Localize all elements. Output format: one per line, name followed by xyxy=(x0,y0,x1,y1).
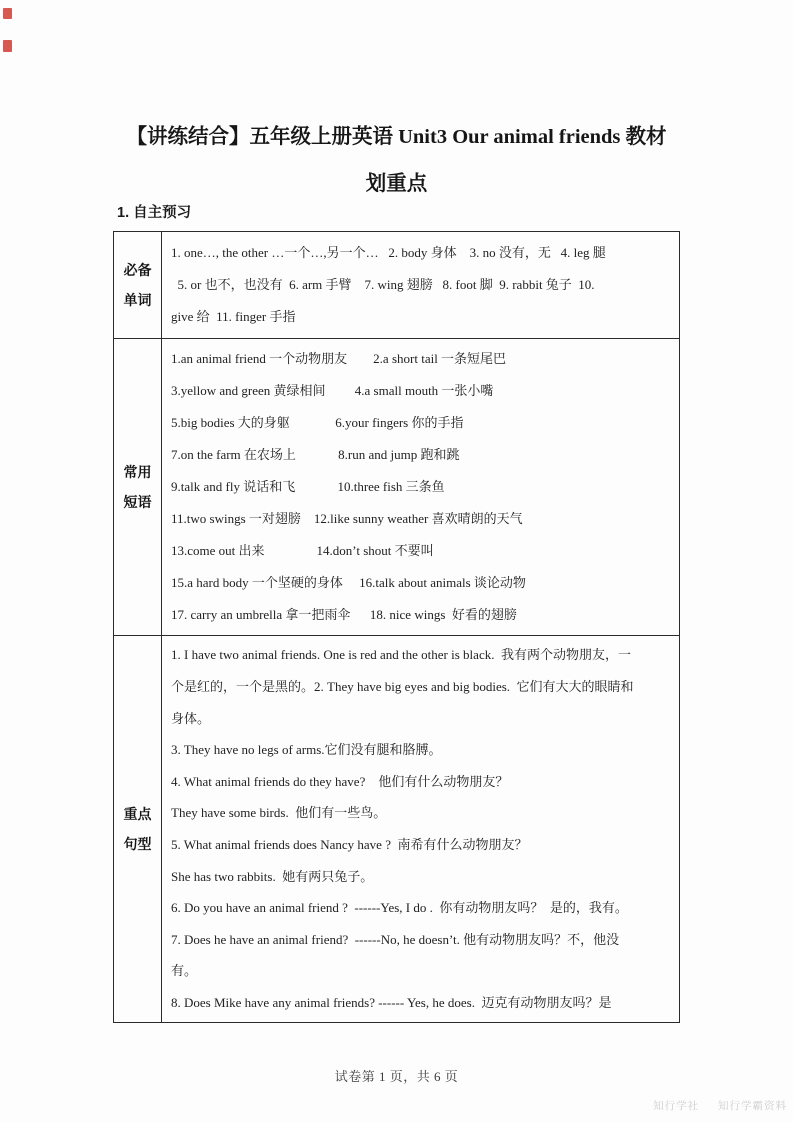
table-row-common-phrases xyxy=(114,339,680,636)
row-content-key-sentences xyxy=(162,636,680,1023)
row-content-essential-words xyxy=(162,232,680,339)
text-line: 11.two swings 一对翅膀 12.like sunny weather 喜欢晴朗的天气 xyxy=(171,511,523,526)
row-content-common-phrases xyxy=(162,339,680,636)
text-line: 5. or 也不，也没有 6. arm 手臂 7. wing 翅膀 8. foot 脚 9. rabbit 兔子 10. xyxy=(171,277,595,292)
watermark xyxy=(637,1098,787,1113)
text-line: 5. What animal friends does Nancy have ? 南希有什么动物朋友？ xyxy=(171,837,528,852)
text-line: 6. Do you have an animal friend ? ------Yes, I do . 你有动物朋友吗？ 是的，我有。 xyxy=(171,900,628,916)
study-table-body xyxy=(114,232,680,1023)
watermark-right: 知行学霸资料 xyxy=(718,1100,787,1112)
text-line: 1. one…, the other …一个…,另一个… 2. body 身体 3. no 没有，无 4. leg 腿 xyxy=(171,245,606,260)
text-line: 有。 xyxy=(171,963,198,979)
row-header-key-sentences xyxy=(114,636,162,1023)
text-line: give 给 11. finger 手指 xyxy=(171,309,296,324)
document-title-line2: 划重点 xyxy=(365,173,428,195)
red-scan-artifact-icon xyxy=(3,8,12,19)
document-title xyxy=(0,114,793,208)
text-line: 1.an animal friend 一个动物朋友 2.a short tail 一条短尾巴 xyxy=(171,351,507,366)
table-row-key-sentences xyxy=(114,636,680,1023)
text-line: They have some birds. 他们有一些鸟。 xyxy=(171,805,387,821)
text-line: She has two rabbits. 她有两只兔子。 xyxy=(171,868,374,884)
table-row-essential-words xyxy=(114,232,680,339)
page-footer: 试卷第 1 页，共 6 页 xyxy=(334,1069,459,1084)
text-line: 8. Does Mike have any animal friends? ------ Yes, he does. 迈克有动物朋友吗？是 xyxy=(171,994,612,1010)
document-title-line1: 【讲练结合】五年级上册英语 Unit3 Our animal friends 教材 xyxy=(126,126,667,148)
text-line: 1. I have two animal friends. One is red and the other is black. 我有两个动物朋友，一 xyxy=(171,647,631,663)
row-header-label: 单词 xyxy=(123,292,152,308)
text-line: 身体。 xyxy=(171,710,211,726)
watermark-left: 知行学社 xyxy=(653,1100,700,1112)
row-header-label: 短语 xyxy=(123,494,152,510)
text-line: 3.yellow and green 黄绿相间 4.a small mouth 一张小嘴 xyxy=(171,383,494,398)
row-header-label: 重点 xyxy=(123,806,152,822)
row-header-label: 必备 xyxy=(123,262,152,278)
row-header-essential-words xyxy=(114,232,162,339)
text-line: 个是红的，一个是黑的。2. They have big eyes and big bodies. 它们有大大的眼睛和 xyxy=(171,679,634,695)
red-scan-artifact-icon xyxy=(3,40,12,52)
row-header-label: 常用 xyxy=(123,464,152,480)
text-line: 7.on the farm 在农场上 8.run and jump 跑和跳 xyxy=(171,447,460,462)
row-header-common-phrases xyxy=(114,339,162,636)
text-line: 13.come out 出来 14.don’t shout 不要叫 xyxy=(171,543,434,558)
text-line: 15.a hard body 一个坚硬的身体 16.talk about animals 谈论动物 xyxy=(171,575,526,590)
section-heading: 1. 自主预习 xyxy=(117,205,192,221)
text-line: 5.big bodies 大的身躯 6.your fingers 你的手指 xyxy=(171,415,464,430)
text-line: 17. carry an umbrella 拿一把雨伞 18. nice wings 好看的翅膀 xyxy=(171,607,517,622)
text-line: 3. They have no legs of arms.它们没有腿和胳膊。 xyxy=(171,742,442,758)
text-line: 9.talk and fly 说话和飞 10.three fish 三条鱼 xyxy=(171,479,445,494)
study-table xyxy=(113,231,680,1023)
row-header-label: 句型 xyxy=(123,836,152,852)
text-line: 4. What animal friends do they have? 他们有什么动物朋友？ xyxy=(171,773,509,789)
text-line: 7. Does he have an animal friend? ------No, he doesn’t. 他有动物朋友吗？不，他没 xyxy=(171,931,620,947)
